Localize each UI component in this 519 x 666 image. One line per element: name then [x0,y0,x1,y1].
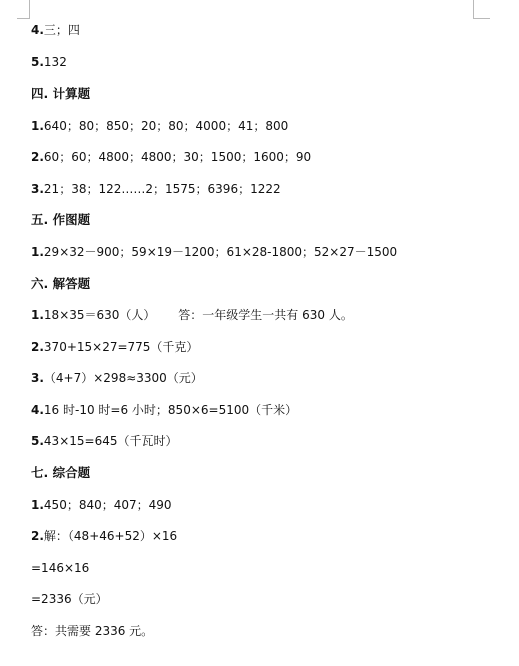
answer-line: 1.18×35＝630（人） 答：一年级学生一共有 630 人。 [31,308,353,322]
section-heading: 七. 综合题 [31,465,91,480]
section-heading: 六. 解答题 [31,276,91,291]
answer-line: 1.29×32－900；59×19－1200；61×28-1800；52×27－1500 [31,245,398,259]
section-heading: 四. 计算题 [31,86,91,101]
answer-line: 4.16 时-10 时=6 小时；850×6=5100（千米） [31,403,298,417]
page-corner-mark-left [17,0,30,19]
answer-line: 2.解：（48+46+52）×16 [31,529,178,543]
answer-line: 1.450；840；407；490 [31,498,172,512]
answer-line: 4.三；四 [31,23,80,37]
answer-line: 2.60；60；4800；4800；30；1500；1600；90 [31,150,312,164]
answer-line: 5.132 [31,55,67,69]
answer-sentence: 答：共需要 2336 元。 [31,624,154,638]
answer-line: 1.640；80；850；20；80；4000；41；800 [31,119,289,133]
solution-step: =146×16 [31,561,90,575]
answer-line: 2.370+15×27=775（千克） [31,340,199,354]
answer-line: 3.（4+7）×298≈3300（元） [31,371,203,385]
page-corner-mark-right [473,0,490,19]
solution-step: =2336（元） [31,592,108,606]
answer-line: 5.43×15=645（千瓦时） [31,434,178,448]
section-heading: 五. 作图题 [31,212,91,227]
answer-line: 3.21；38；122……2；1575；6396；1222 [31,182,281,196]
